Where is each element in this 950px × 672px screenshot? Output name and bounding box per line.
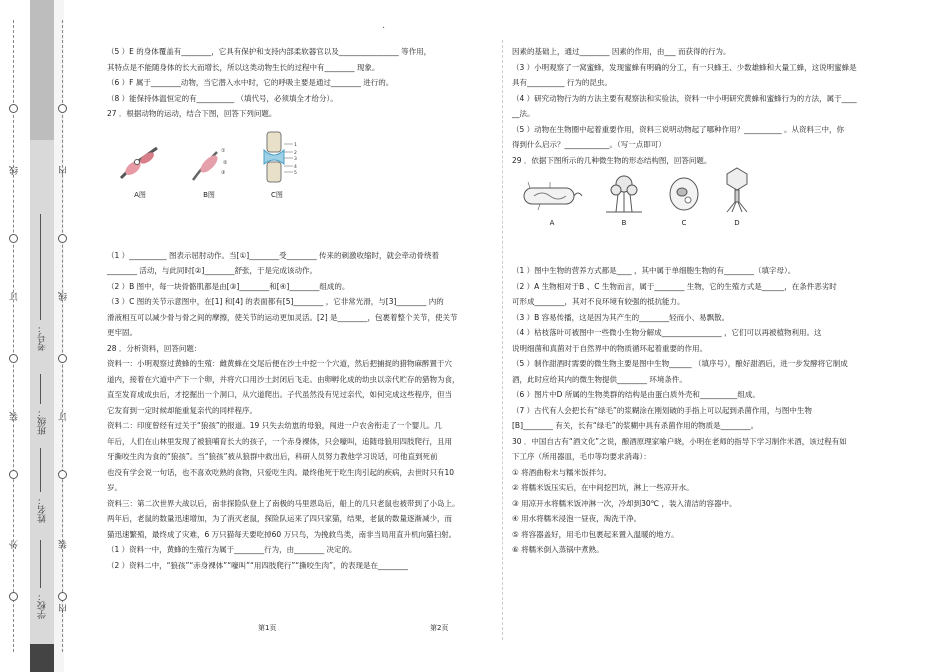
seal-char: 线: [10, 166, 20, 175]
figure-microbe-b: [602, 170, 646, 232]
binding-hole: [9, 354, 18, 363]
binding-hole: [58, 104, 67, 113]
q28-line: 资料一：小明观察过黄蜂的生殖：雌黄蜂在交尾后便在沙土中挖一个穴道，然后把捕捉的猎物麻醉置于穴: [107, 359, 452, 368]
q28-line: 直至发育成成虫后，才挖掘出一个洞口，从穴道爬出。子代虽然没有见过亲代，如何完成这些程序，但当: [107, 390, 452, 399]
q28-line: 牙撕咬生肉为食的“狼孩”。当“狼孩”被从狼群中救出后，科研人员努力教他学习说话，可他直到死前: [107, 452, 438, 461]
q28-title: 28 ．分析资料，回答问题：: [107, 343, 202, 353]
q26-line: 其特点是不能随身体的长大而增长，所以这类动物生长的过程中有________ 现象。: [107, 62, 380, 72]
muscle-icon: [187, 142, 231, 186]
mold-icon: [602, 170, 646, 214]
q28-cont-line: __法。: [512, 109, 535, 118]
binding-margin: [0, 0, 69, 672]
figure-c: [255, 130, 299, 204]
seal-char: 装: [59, 540, 69, 549]
q30-step: ⑤ 将容器盖好，用毛巾包裹起来置入温暖的地方。: [512, 529, 679, 539]
q28-line: 岁。: [107, 483, 122, 492]
q30-line: 下工序（所用器皿，毛巾等均要求消毒）：: [512, 452, 651, 461]
exam-no-field[interactable]: [40, 214, 41, 320]
exam-no-label: 考号：: [38, 324, 48, 351]
q28-line: （2 ）资料二中，“狼孩”“赤身裸体”“嚎叫”“用四肢爬行”“撕咬生肉”，的表现是在________: [107, 560, 409, 570]
q29-line: （3 ）B 容易传播，这是因为其产生的________轻而小、易飘散。: [512, 312, 730, 322]
q28-cont-line: （3 ）小明观察了一窝蜜蜂，发现蜜蜂有明确的分工，有一只蜂王、少数雄蜂和大量工蜂，这说明蜜蜂是: [512, 62, 857, 72]
microbe-figures: [520, 171, 908, 231]
q29-line: 可形成________，其对不良环境有较强的抵抗能力。: [512, 297, 685, 306]
q29-line: [B]________ 有关，长有“绿毛”的浆糊中具有杀菌作用的物质是________。: [512, 421, 759, 430]
seal-line-outer: [13, 20, 14, 652]
q30-step: ① 将酒曲粉末与糯米饭拌匀。: [512, 467, 612, 477]
page-mark: .: [382, 20, 386, 31]
binding-hole: [58, 354, 67, 363]
q27-title: 27 ．根据动物的运动，结合下图，回答下列问题。: [107, 109, 277, 118]
q29-line: （1 ）图中生物的营养方式都是____ ，其中属于单细胞生物的有________（填字母）。: [512, 266, 796, 275]
seal-line-inner: [62, 20, 63, 652]
q28-line: （1 ）资料一中，黄蜂的生殖行为属于________行为，由________ 决定的。: [107, 545, 357, 554]
column-divider: [502, 40, 503, 640]
figure-microbe-a-caption: A: [549, 218, 555, 227]
q28-line: 年后，人们在山林里发现了被狼哺育长大的孩子，一个赤身裸体，只会嚎叫，追随母狼用四肢爬行，且用: [107, 436, 452, 446]
svg-text:①: ①: [221, 148, 226, 154]
figure-b: [187, 142, 231, 204]
q28-cont-line: （4 ）研究动物行为的方法主要有观察法和实验法，资料一中小明研究黄蜂和蜜蜂行为的方法，属于____: [512, 93, 857, 103]
figure-microbe-c: [664, 174, 704, 232]
left-column: [107, 44, 492, 573]
figure-a: [117, 142, 163, 204]
q29-title: 29 ．依据下图所示的几种微生物的形态结构图，回答问题。: [512, 155, 712, 165]
q29-line: （4 ）枯枝落叶可被图中一些微小生物分解成________________ ，它们可以再被植物利用。这: [512, 328, 822, 337]
svg-text:4: 4: [294, 165, 297, 170]
q26-line: （5 ）E 的身体覆盖有________，它具有保护和支持内部柔软器官以及________________ 等作用，: [107, 47, 432, 56]
joint-icon: [255, 130, 299, 186]
margin-strip: [30, 140, 54, 644]
q29-line: （7 ）古代有人会把长有“绿毛”的浆糊涂在刚划破的手指上可以起到杀菌作用，与图中生物: [512, 405, 812, 415]
seal-char: 内: [59, 166, 69, 175]
figure-microbe-c-caption: C: [681, 218, 687, 227]
q27-line: 更牢固。: [107, 328, 137, 337]
svg-text:1: 1: [294, 143, 297, 148]
q30-step: ③ 用凉开水将糯米饭冲淋一次，冷却到30℃ ，装入清洁的容器中。: [512, 498, 737, 508]
figure-c-caption: C图: [271, 191, 283, 199]
q30-step: ⑥ 将糯米倒入蒸锅中煮熟。: [512, 545, 604, 554]
movement-figures: [117, 124, 492, 204]
binding-hole: [9, 104, 18, 113]
binding-hole: [58, 592, 67, 601]
q28-cont-line: 具有__________ 行为的昆虫。: [512, 78, 612, 87]
svg-text:②: ②: [223, 160, 228, 166]
right-column: [512, 44, 908, 558]
figure-microbe-b-caption: B: [621, 218, 627, 227]
q28-cont-line: 得到什么启示？____________。（写一点即可）: [512, 140, 666, 149]
figure-microbe-d: [722, 166, 752, 232]
binding-hole: [58, 234, 67, 243]
q28-cont-line: 因素的基础上，通过________ 因素的作用，由___ 而获得的行为。: [512, 47, 731, 56]
q29-line: （5 ）制作甜酒时需要的微生物主要是图中生物______ （填序号），酿好甜酒后，进一步发酵将它制成: [512, 359, 848, 368]
class-label: 班级：: [38, 408, 48, 435]
binding-hole: [9, 592, 18, 601]
q28-line: 猫迅速繁殖，最终成了灾难，6 万只猫每天要吃掉60 万只鸟，为挽救鸟类，南非当局用直升机向猫扫射。: [107, 529, 457, 539]
q29-line: 说明细菌和真菌对于自然界中的物质循环起着重要的作用。: [512, 343, 707, 353]
q30-step: ④ 用水将糯米浸泡一昼夜，淘洗干净。: [512, 514, 642, 523]
q28-line: 道内，接着在穴道中产下一个卵，并将穴口用沙土封闭后飞走。由卵孵化成的幼虫以亲代贮存的猎物为食，: [107, 374, 460, 384]
figure-microbe-a: [520, 178, 584, 232]
page-number-2: 第2页: [430, 624, 449, 632]
seal-char: 订: [59, 412, 69, 421]
arm-flex-icon: [117, 142, 163, 186]
q28-line: 资料三：第二次世界大战以后，南非探险队登上了南极的马里恩岛后，船上的几只老鼠也被带到了小岛上。: [107, 498, 460, 508]
q27-line: （1 ）__________ 图表示屈肘动作。当[①]________受________ 传来的刺激收缩时，就会牵动骨绕着: [107, 250, 439, 260]
q28-line: 也没有学会说一句话，也不喜欢吃熟的食物，只爱吃生肉。最终他死于吃生肉引起的疾病，去世时只有10: [107, 467, 455, 477]
virus-icon: [722, 166, 752, 214]
margin-strip: [30, 644, 54, 672]
page-number-1: 第1页: [258, 624, 277, 632]
name-label: 姓名：: [38, 496, 48, 523]
figure-a-caption: A图: [134, 191, 146, 199]
q28-line: 它发育到一定时候却能重复亲代的同样程序。: [107, 405, 257, 415]
q27-line: （3 ）C 图的关节示意图中，在[1] 和[4] 的表面都有[5]________ ，它非常光滑，与[3]________ 内的: [107, 297, 444, 306]
q29-line: （2 ）A 生物相对于B 、C 生物而言，属于________ 生物，它的生殖方式是______，在条件恶劣时: [512, 281, 837, 291]
yeast-icon: [664, 174, 704, 214]
q30-step: ② 将糯米饭压实后，在中间挖凹坑，淋上一些凉开水。: [512, 483, 694, 492]
seal-char: 订: [10, 292, 20, 301]
school-label: 学校：: [38, 592, 48, 619]
q27-line: ________ 活动，与此同时[②]________舒张，于是完成该动作。: [107, 266, 317, 275]
q28-line: 资料二：印度曾经有过关于“狼孩”的报道。19 只失去幼崽的母狼，闯进一户农舍衔走了一个婴儿。几: [107, 421, 442, 430]
q27-line: （2 ）B 图中，每一块骨骼肌都是由[③]________和[④]________组成的。: [107, 281, 350, 291]
bacterium-icon: [520, 178, 584, 214]
q29-line: （6 ）图片中D 所属的生物类群的结构是由蛋白质外壳和__________组成。: [512, 390, 760, 399]
seal-char: 装: [10, 412, 20, 421]
binding-hole: [58, 470, 67, 479]
svg-text:5: 5: [294, 171, 297, 176]
q26-line: （6 ）F 属于________动物，当它潜入水中时，它的呼吸主要是通过________ 进行的。: [107, 78, 394, 87]
seal-char: 内: [59, 604, 69, 613]
class-field[interactable]: [40, 374, 41, 404]
seal-char: 外: [10, 540, 20, 549]
seal-char: 线: [59, 292, 69, 301]
binding-hole: [9, 234, 18, 243]
figure-microbe-d-caption: D: [734, 218, 740, 227]
q26-line: （8 ）能保持体温恒定的有__________ （填代号，必须填全才给分）。: [107, 93, 338, 103]
margin-strip: [30, 0, 54, 140]
name-field[interactable]: [40, 448, 41, 492]
q27-line: 滑液相互可以减少骨与骨之间的摩擦，使关节的运动更加灵活。[2] 是________，包裹着整个关节，使关节: [107, 312, 458, 322]
figure-b-caption: B图: [203, 191, 215, 199]
svg-text:2: 2: [294, 151, 297, 156]
q30-line: 30 ．中国自古有“酒文化”之说，酿酒原理家喻户晓，小明在老师的指导下学习制作米酒，该过程有如: [512, 436, 847, 446]
svg-text:③: ③: [221, 170, 226, 176]
q28-cont-line: （5 ）动物在生物圈中起着重要作用，资料三说明动物起了哪种作用？__________ 。从资料三中，你: [512, 124, 845, 134]
q28-line: 两年后，老鼠的数量迅速增加，为了消灭老鼠，探险队运来了四只家猫，结果，老鼠的数量逐渐减少，而: [107, 514, 452, 523]
q29-line: 酒，此时应给其内的微生物提供________ 环境条件。: [512, 374, 687, 384]
binding-hole: [9, 470, 18, 479]
school-field[interactable]: [40, 540, 41, 588]
svg-text:3: 3: [294, 157, 297, 162]
